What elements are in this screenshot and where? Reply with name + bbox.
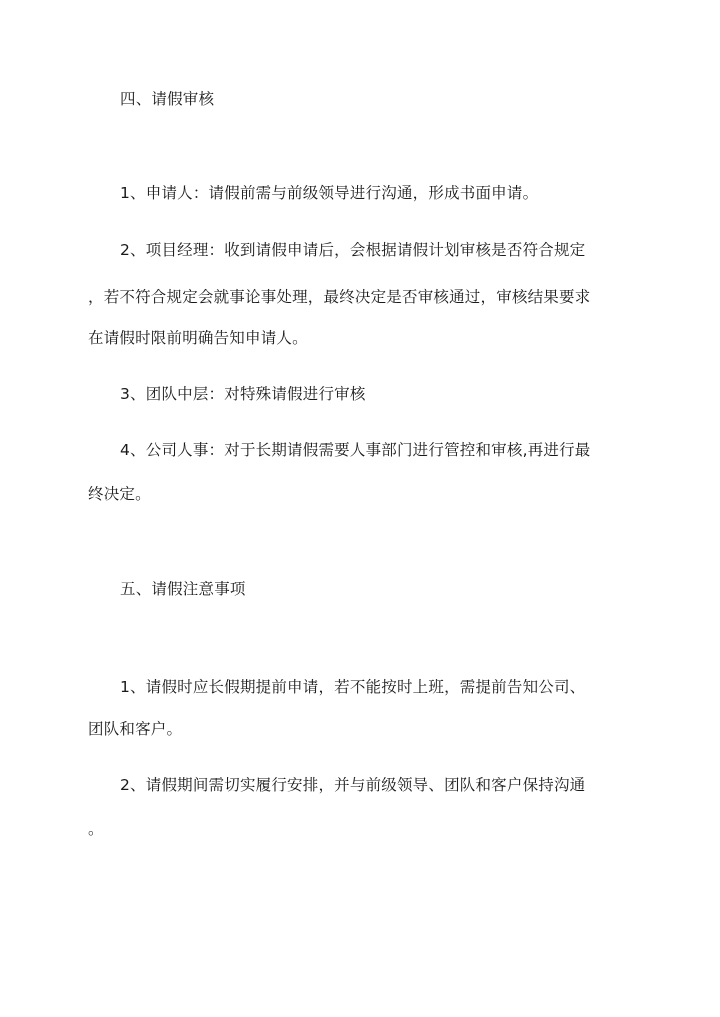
section-5-item-1-line-1: 1、请假时应长假期提前申请，若不能按时上班，需提前告知公司、 [120,678,586,696]
section-4-item-2-line-2: ，若不符合规定会就事论事处理，最终决定是否审核通过，审核结果要求 [88,288,591,306]
section-4-item-2-line-1: 2、项目经理：收到请假申请后，会根据请假计划审核是否符合规定 [120,241,586,259]
section-4-item-1-line-1: 1、申请人：请假前需与前级领导进行沟通，形成书面申请。 [120,184,539,202]
section-4-item-2-line-3: 在请假时限前明确告知申请人。 [88,329,308,347]
section-5-heading: 五、请假注意事项 [120,580,246,598]
section-4-item-4-line-1: 4、公司人事：对于长期请假需要人事部门进行管控和审核,再进行最 [120,441,591,459]
section-4-item-3-line-1: 3、团队中层：对特殊请假进行审核 [120,385,366,403]
section-4-heading: 四、请假审核 [120,90,215,108]
section-5-item-2-line-2: 。 [88,820,104,838]
section-5-item-1-line-2: 团队和客户。 [88,720,183,738]
section-5-item-2-line-1: 2、请假期间需切实履行安排，并与前级领导、团队和客户保持沟通 [120,776,586,794]
section-4-item-4-line-2: 终决定。 [88,485,151,503]
